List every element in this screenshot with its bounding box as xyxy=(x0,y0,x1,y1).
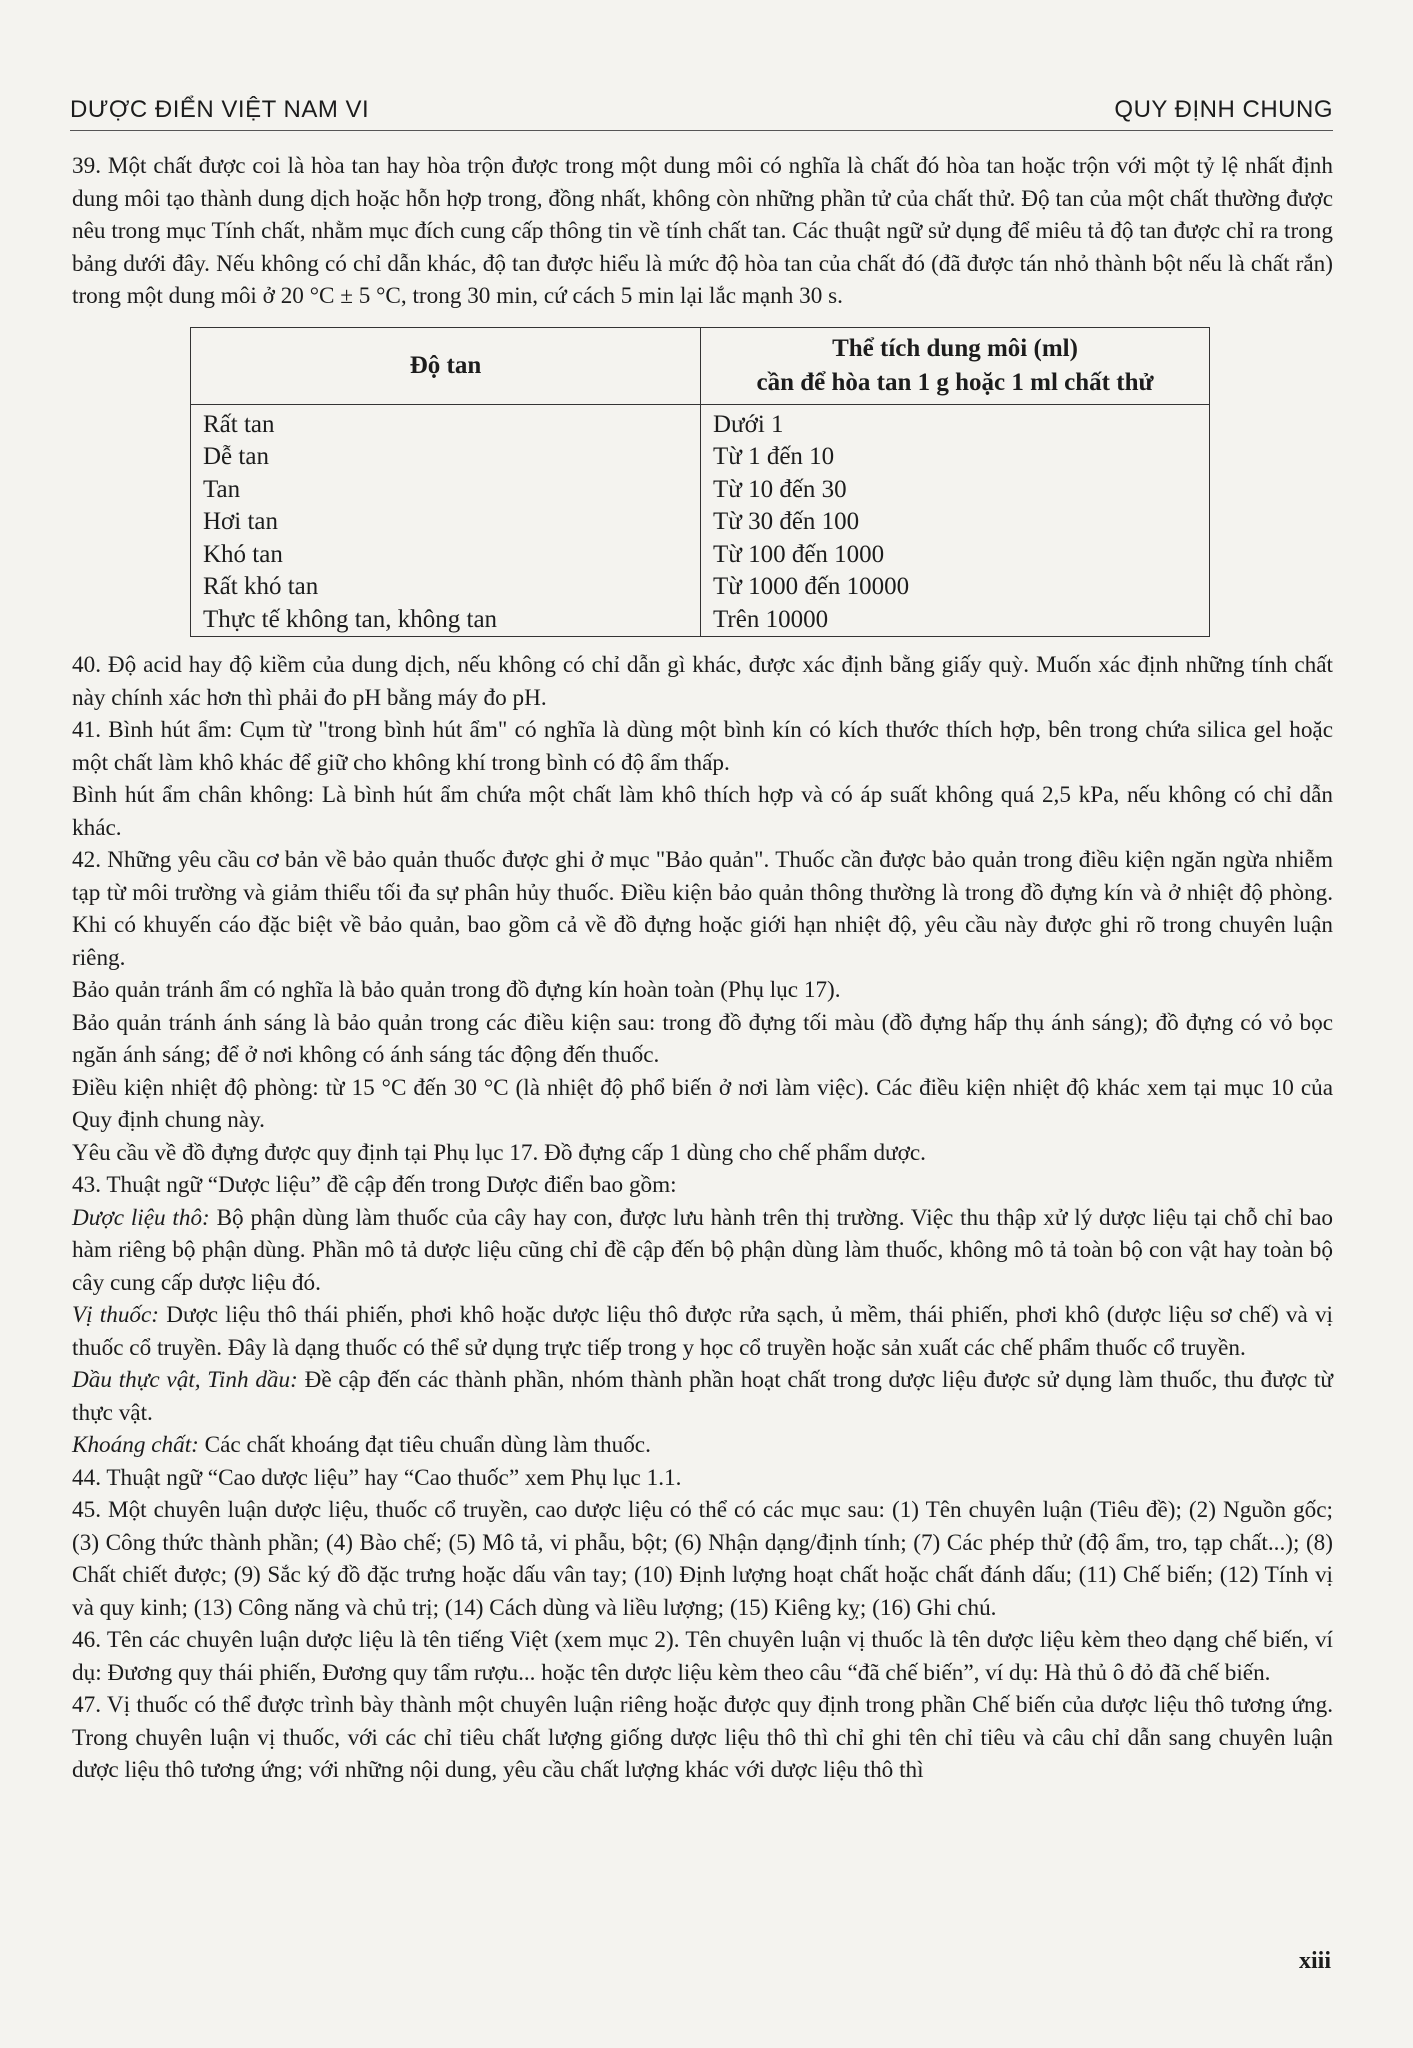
term-cell: Thực tế không tan, không tan xyxy=(191,604,701,637)
volume-cell: Từ 100 đến 1000 xyxy=(701,539,1210,572)
term-cell: Dễ tan xyxy=(191,441,701,474)
paragraph-47: 47. Vị thuốc có thể được trình bày thành một chuyên luận riêng hoặc được quy định trong phần Chế biến của dược liệu thô tương ứng. Trong chuyên luận vị thuốc, với các chỉ tiêu chất lượng giống dược liệu thô thì chỉ ghi tên chỉ tiêu và câu chỉ dẫn sang chuyên luận dược liệu thô tương ứng; với những nội dung, yêu cầu chất lượng khác với dược liệu thô thì xyxy=(72,1692,1333,1783)
term-label: Dược liệu thô: xyxy=(72,1204,210,1231)
term-cell: Rất khó tan xyxy=(191,571,701,604)
term-label: Vị thuốc: xyxy=(72,1302,160,1328)
term-definition: Các chất khoáng đạt tiêu chuẩn dùng làm thuốc. xyxy=(198,1432,651,1458)
page-number: xiii xyxy=(1298,1948,1331,1974)
table-row xyxy=(191,404,1210,441)
paragraph-43: 43. Thuật ngữ “Dược liệu” đề cập đến trong Dược điển bao gồm: xyxy=(72,1172,677,1198)
paragraph-43-oils xyxy=(72,1364,1333,1429)
paragraph-42-container: Yêu cầu về đồ đựng được quy định tại Phụ lục 17. Đồ đựng cấp 1 dùng cho chế phẩm dược. xyxy=(72,1139,926,1166)
volume-cell: Từ 10 đến 30 xyxy=(701,474,1210,507)
term-cell: Rất tan xyxy=(191,404,701,441)
table-row xyxy=(191,506,1210,539)
paragraph-46: 46. Tên các chuyên luận dược liệu là tên tiếng Việt (xem mục 2). Tên chuyên luận vị thuốc là tên dược liệu kèm theo dạng chế biến, ví dụ: Đương quy thái phiến, Đương quy tẩm rượu... hoặc tên dược liệu kèm theo câu “đã chế biến”, ví dụ: Hà thủ ô đỏ đã chế biến. xyxy=(72,1627,1333,1686)
table-row xyxy=(191,441,1210,474)
term-cell: Khó tan xyxy=(191,539,701,572)
paragraph-44: 44. Thuật ngữ “Cao dược liệu” hay “Cao thuốc” xem Phụ lục 1.1. xyxy=(72,1464,682,1491)
term-definition: Đề cập đến các thành phần, nhóm thành phần hoạt chất trong dược liệu được sử dụng làm thuốc, thu được từ thực vật. xyxy=(72,1367,1333,1426)
paragraph-41-vacuum: Bình hút ẩm chân không: Là bình hút ẩm chứa một chất làm khô thích hợp và có áp suất không quá 2,5 kPa, nếu không có chỉ dẫn khác. xyxy=(72,782,1333,841)
paragraph-40: 40. Độ acid hay độ kiềm của dung dịch, nếu không có chỉ dẫn gì khác, được xác định bằng giấy quỳ. Muốn xác định những tính chất này chính xác hơn thì phải đo pH bằng máy đo pH. xyxy=(72,652,1333,711)
header-solvent-volume-line2: cần để hòa tan 1 g hoặc 1 ml chất thử xyxy=(756,368,1154,396)
paragraph-39: 39. Một chất được coi là hòa tan hay hòa trộn được trong một dung môi có nghĩa là chất đó hòa tan hoặc trộn với một tỷ lệ nhất định dung môi tạo thành dung dịch hoặc hỗn hợp trong, đồng nhất, không còn những phần tử của chất thử. Độ tan của một chất thường được nêu trong mục Tính chất, nhằm mục đích cung cấp thông tin về tính chất tan. Các thuật ngữ sử dụng để miêu tả độ tan được chỉ ra trong bảng dưới đây. Nếu không có chỉ dẫn khác, độ tan được hiểu là mức độ hòa tan của chất đó (đã được tán nhỏ thành bột nếu là chất rắn) trong một dung môi ở 20 °C ± 5 °C, trong 30 min, cứ cách 5 min lại lắc mạnh 30 s. xyxy=(72,153,1333,309)
paragraph-42: 42. Những yêu cầu cơ bản về bảo quản thuốc được ghi ở mục "Bảo quản". Thuốc cần được bảo quản trong điều kiện ngăn ngừa nhiễm tạp từ môi trường và giảm thiểu tối đa sự phân hủy thuốc. Điều kiện bảo quản thông thường là trong đồ đựng kín và ở nhiệt độ phòng. Khi có khuyến cáo đặc biệt về bảo quản, bao gồm cả về đồ đựng hoặc giới hạn nhiệt độ, yêu cầu này được ghi rõ trong chuyên luận riêng. xyxy=(72,847,1333,971)
term-label: Dầu thực vật, Tinh dầu: xyxy=(72,1367,298,1393)
table-row xyxy=(191,539,1210,572)
header-solvent-volume-line1: Thể tích dung môi (ml) xyxy=(832,334,1078,362)
paragraph-45: 45. Một chuyên luận dược liệu, thuốc cổ truyền, cao dược liệu có thể có các mục sau: (1) Tên chuyên luận (Tiêu đề); (2) Nguồn gốc; (3) Công thức thành phần; (4) Bào chế; (5) Mô tả, vi phẫu, bột; (6) Nhận dạng/định tính; (7) Các phép thử (độ ẩm, tro, tạp chất...); (8) Chất chiết được; (9) Sắc ký đồ đặc trưng hoặc dấu vân tay; (10) Định lượng hoạt chất hoặc chất đánh dấu; (11) Chế biến; (12) Tính vị và quy kinh; (13) Công năng và chủ trị; (14) Cách dùng và liều lượng; (15) Kiêng kỵ; (16) Ghi chú. xyxy=(72,1497,1333,1621)
term-definition: Dược liệu thô thái phiến, phơi khô hoặc dược liệu thô được rửa sạch, ủ mềm, thái phiến, phơi khô (dược liệu sơ chế) và vị thuốc cổ truyền. Đây là dạng thuốc có thể sử dụng trực tiếp trong y học cổ truyền hoặc sản xuất các chế phẩm thuốc cổ truyền. xyxy=(72,1302,1334,1361)
term-cell: Hơi tan xyxy=(191,506,701,539)
paragraph-42-humidity: Bảo quản tránh ẩm có nghĩa là bảo quản trong đồ đựng kín hoàn toàn (Phụ lục 17). xyxy=(72,977,841,1003)
volume-cell: Trên 10000 xyxy=(701,604,1210,637)
page-body xyxy=(72,150,1333,1787)
paragraph-43-herbal-drug xyxy=(72,1299,1333,1364)
volume-cell: Từ 1 đến 10 xyxy=(701,441,1210,474)
header-solvent-volume xyxy=(701,327,1210,404)
term-label: Khoáng chất: xyxy=(72,1432,199,1458)
paragraph-42-light: Bảo quản tránh ánh sáng là bảo quản trong các điều kiện sau: trong đồ đựng tối màu (đồ đựng hấp thụ ánh sáng); đồ đựng có vỏ bọc ngăn ánh sáng; để ở nơi không có ánh sáng tác động đến thuốc. xyxy=(72,1009,1333,1068)
term-cell: Tan xyxy=(191,474,701,507)
table-row xyxy=(191,474,1210,507)
paragraph-42-temperature: Điều kiện nhiệt độ phòng: từ 15 °C đến 30 °C (là nhiệt độ phổ biến ở nơi làm việc). Các điều kiện nhiệt độ khác xem tại mục 10 của Quy định chung này. xyxy=(72,1074,1333,1133)
volume-cell: Từ 1000 đến 10000 xyxy=(701,571,1210,604)
header-solubility: Độ tan xyxy=(191,327,701,404)
table-header-row xyxy=(191,327,1210,404)
header-section-title: QUY ĐỊNH CHUNG xyxy=(1114,96,1333,123)
paragraph-41: 41. Bình hút ẩm: Cụm từ "trong bình hút ẩm" có nghĩa là dùng một bình kín có kích thước thích hợp, bên trong chứa silica gel hoặc một chất làm khô khác để giữ cho không khí trong bình có độ ẩm thấp. xyxy=(72,717,1333,776)
table-row xyxy=(191,571,1210,604)
header-book-title: DƯỢC ĐIỂN VIỆT NAM VI xyxy=(70,96,370,123)
solubility-table xyxy=(190,327,1210,638)
volume-cell: Dưới 1 xyxy=(701,404,1210,441)
table-row xyxy=(191,604,1210,637)
volume-cell: Từ 30 đến 100 xyxy=(701,506,1210,539)
paragraph-43-raw-herb xyxy=(72,1202,1333,1300)
term-definition: Bộ phận dùng làm thuốc của cây hay con, được lưu hành trên thị trường. Việc thu thập xử lý dược liệu tại chỗ chỉ bao hàm riêng bộ phận dùng. Phần mô tả dược liệu cũng chỉ đề cập đến bộ phận dùng làm thuốc, không mô tả toàn bộ con vật hay toàn bộ cây cung cấp dược liệu đó. xyxy=(72,1204,1333,1296)
running-header xyxy=(70,96,1333,131)
paragraph-43-minerals xyxy=(72,1429,1333,1462)
